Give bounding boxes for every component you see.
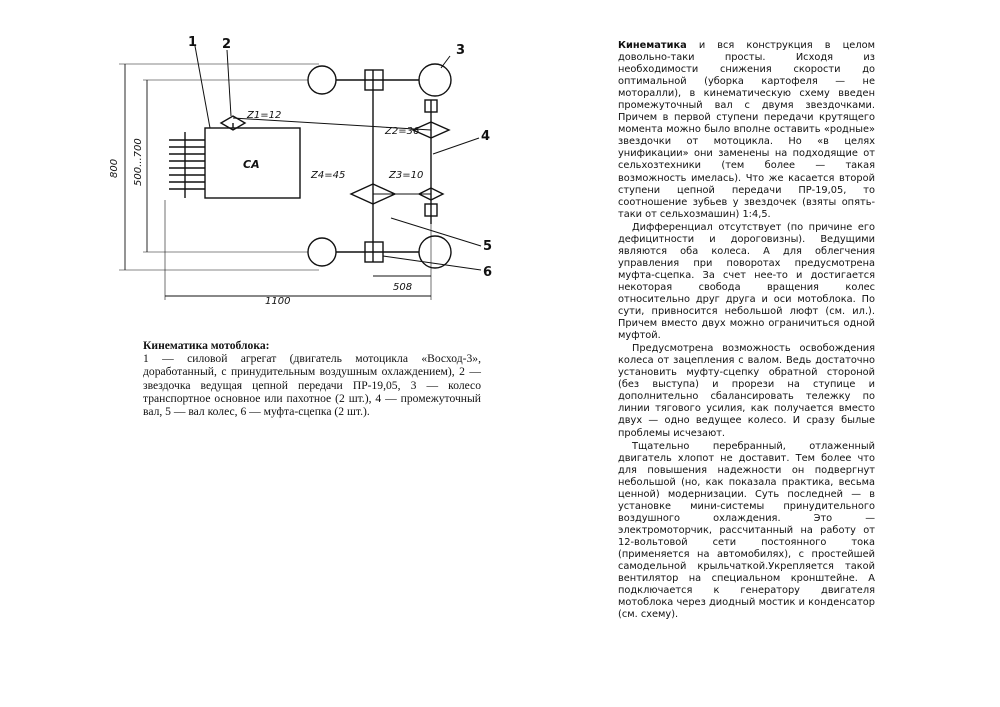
caption-title: Кинематика мотоблока: <box>143 339 270 352</box>
wheel-top-right <box>419 64 451 96</box>
dimension-800: 800 <box>109 158 120 178</box>
dimension-1100: 1100 <box>265 296 291 307</box>
z3-label: Z3=10 <box>389 170 424 181</box>
article-paragraph-4: Тщательно перебранный, отлаженный двигатель хлопот не доставит. Тем более что для повышения надежности он подвергнут небольшой (но, как показала практика, весьма ценной) модернизации. Суть последней — в установке мини-системы принудительного воздушного охлаждения. Это — электромоторчик, рассчитанный на работу от 12-вольтовой сети постоянного тока (применяется на автомобилях), с простейшей самодельной крыльчаткой.Укрепляется такой вентилятор на специальном кронштейне. А подключается к генератору двигателя мотоблока через диодный мостик и конденсатор (см. схему). <box>618 440 875 621</box>
article-text <box>618 40 875 621</box>
callout-3: 3 <box>456 43 466 58</box>
callout-4: 4 <box>481 129 491 144</box>
cooling-fins <box>169 132 205 198</box>
callout-5: 5 <box>483 239 493 254</box>
article-paragraph-3: Предусмотрена возможность освобождения колеса от зацепления с валом. Ведь достаточно установить муфту-сцепку обратной стороной (без выступа) и прорези на ступице и дополнительно сбалансировать тележку по линии тягового усилия, как получается вместо двух — одно ведущее колесо. И сразу былые проблемы исчезают. <box>618 343 875 439</box>
article-paragraph-1: Кинематика и вся конструкция в целом довольно-таки просты. Исходя из необходимости снижения скорости до оптимальной (уборка картофеля — не моторалли), в кинематическую схему введен промежуточный вал с двумя звездочками. Причем в первой ступени передачи крутящего момента можно было вполне оставить «родные» звездочки от мотоцикла. Но «в целях унификации» они заменены на подходящие от сельхозтехники (тем более — такая возможность имелась). Что же касается второй ступени цепной передачи ПР-19,05, то соотношение зубьев у звездочек (взяты опять-таки от сельхозмашин) 1:4,5. <box>618 40 875 220</box>
z4-label: Z4=45 <box>311 170 346 181</box>
wheel-top-left <box>308 66 336 94</box>
callout-2: 2 <box>222 37 232 52</box>
z1-label: Z1=12 <box>247 110 282 121</box>
engine-label: СА <box>243 158 260 171</box>
kinematic-diagram <box>95 28 515 308</box>
dimension-508: 508 <box>393 282 413 293</box>
callout-1: 1 <box>188 35 198 50</box>
wheel-bottom-left <box>308 238 336 266</box>
callout-6: 6 <box>483 265 493 280</box>
z2-label: Z2=36 <box>385 126 420 137</box>
article-lead: Кинематика <box>618 40 687 51</box>
figure-caption <box>143 339 481 418</box>
dimension-track: 500...700 <box>133 138 144 186</box>
caption-text: 1 — силовой агрегат (двигатель мотоцикла «Восход-3», доработанный, с принудительным воздушным охлаждением), 2 — звездочка ведущая цепной передачи ПР-19,05, 3 — колесо транспортное основное или пахотное (2 шт.), 4 — промежуточный вал, 5 — вал колес, 6 — муфта-сцепка (2 шт.). <box>143 352 481 419</box>
article-paragraph-2: Дифференциал отсутствует (по причине его дефицитности и дороговизны). Ведущими являются оба колеса. А для облегчения управления при поворотах предусмотрена муфта-сцепка. За счет нее-то и достигается некоторая свобода вращения колес относительно друг друга и оси мотоблока. По сути, привносится небольшой люфт (см. ил.). Причем вместо двух можно ограничиться одной муфтой. <box>618 221 875 342</box>
